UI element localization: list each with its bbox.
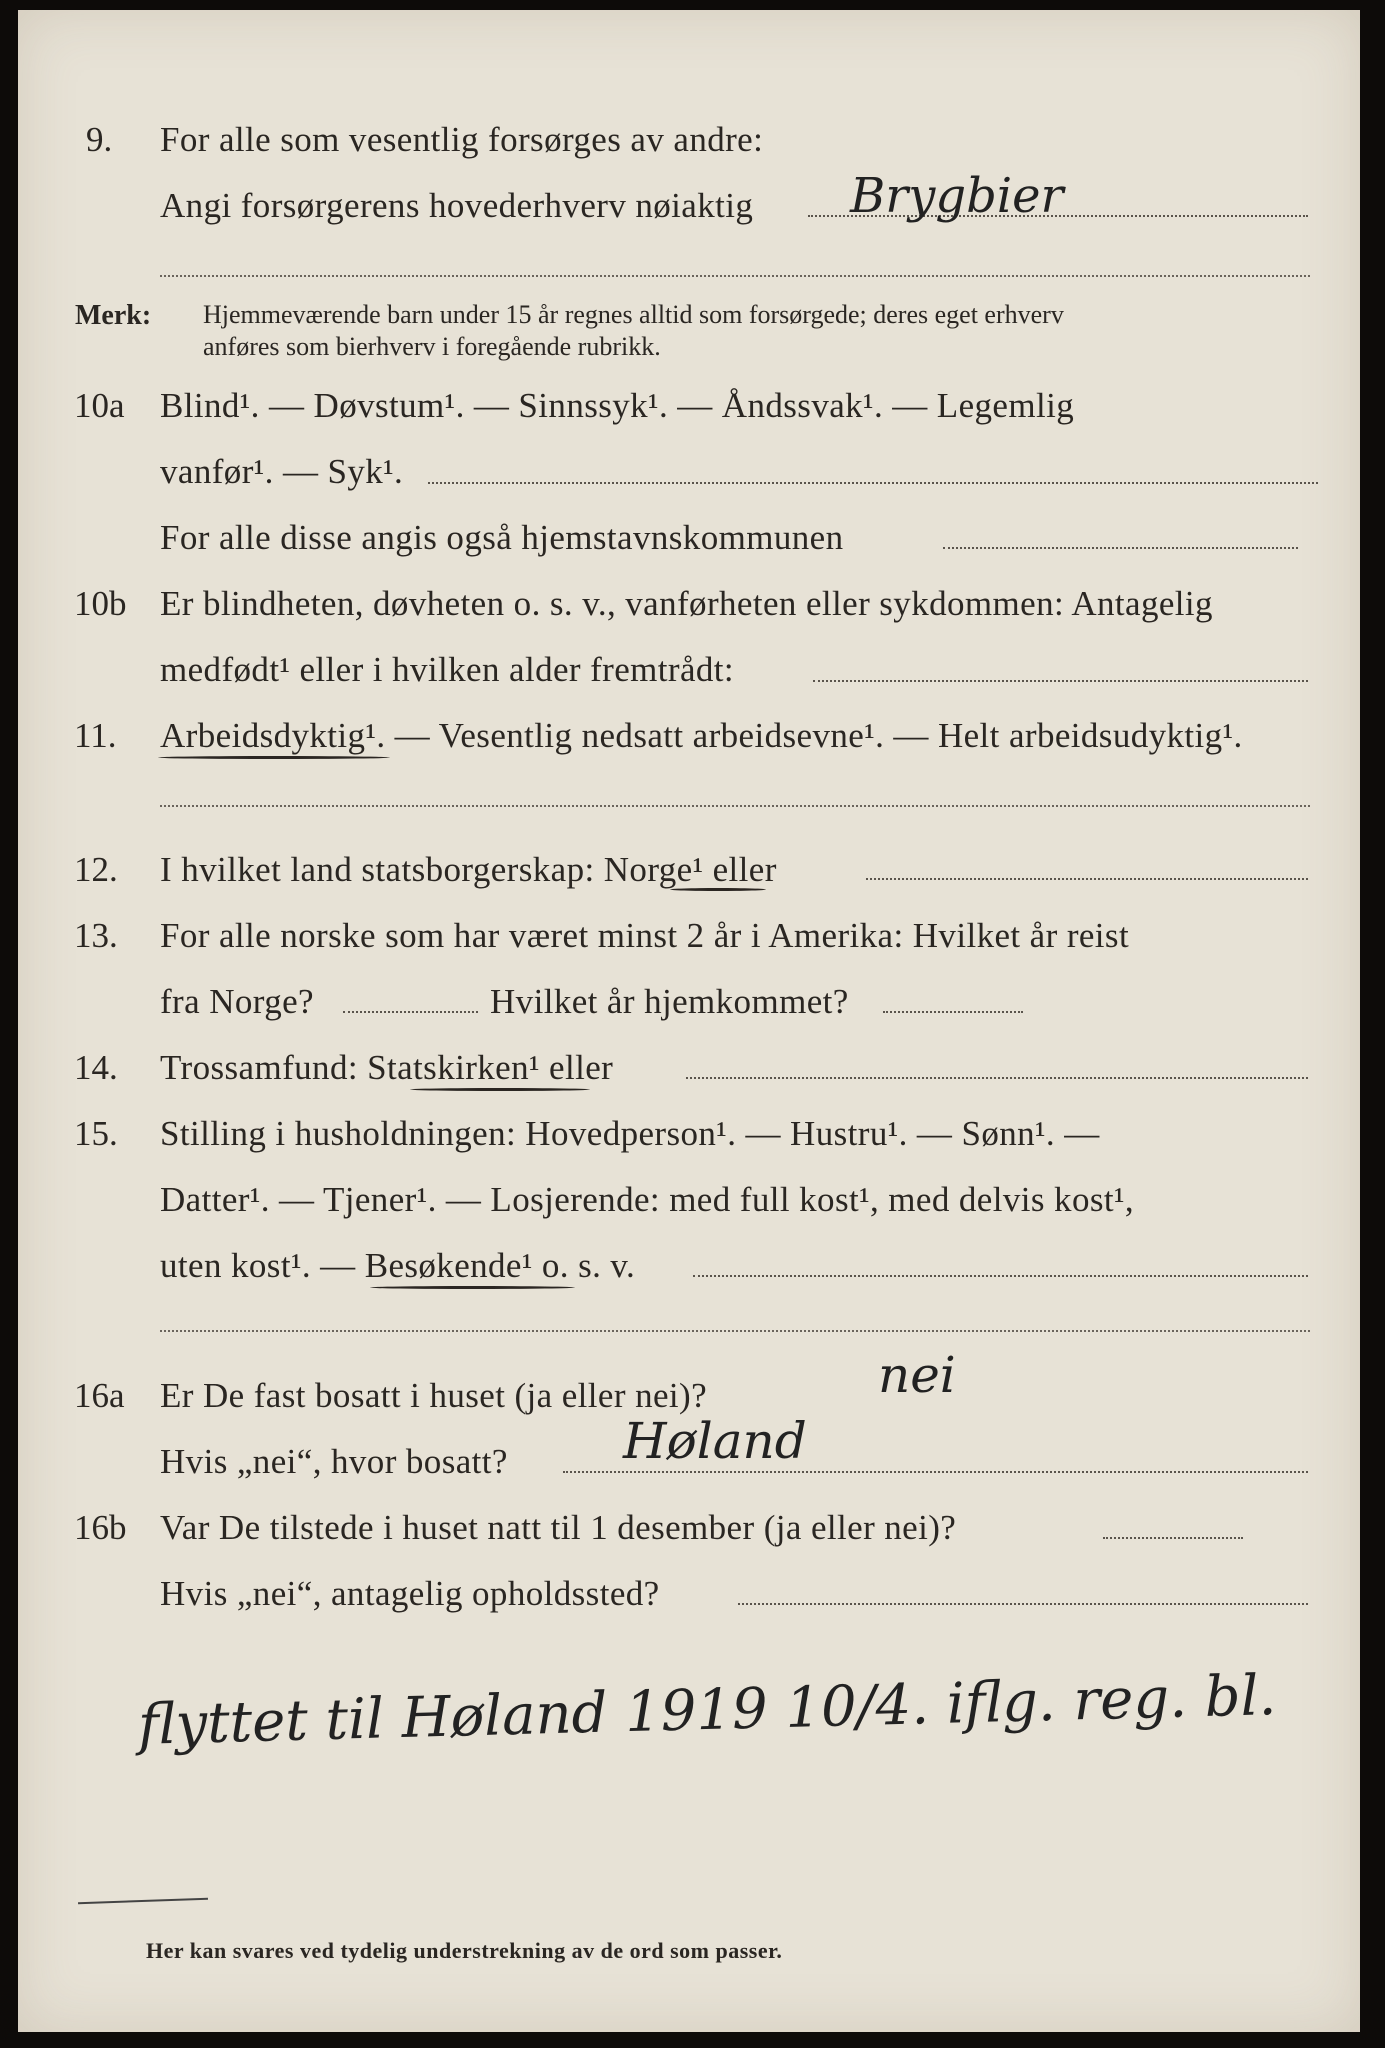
question-13-text-2b: Hvilket år hjemkommet? [490,982,849,1021]
question-10b-text-2: medfødt¹ eller i hvilken alder fremtrådt: [160,650,735,689]
question-10a-number: 10a [74,386,125,425]
question-16a-text-2: Hvis „nei“, hvor bosatt? [160,1442,508,1481]
question-10b-text-1: Er blindheten, døvheten o. s. v., vanførheten eller sykdommen: Antagelig [160,584,1213,623]
question-15-text-3: uten kost¹. — Besøkende¹ o. s. v. [160,1246,636,1285]
question-13-text-1: For alle norske som har været minst 2 år i Amerika: Hvilket år reist [160,916,1130,955]
footnote-rule [78,1898,208,1905]
question-15-text-2: Datter¹. — Tjener¹. — Losjerende: med full kost¹, med delvis kost¹, [160,1180,1135,1219]
merk-label: Merk: [75,300,152,331]
merk-text-1: Hjemmeværende barn under 15 år regnes alltid som forsørgede; deres eget erhverv [203,300,1064,329]
separator-9 [160,275,1310,277]
separator-15 [160,1330,1310,1332]
answer-line-14 [686,1077,1308,1079]
handwritten-answer-9: Brygbier [850,168,1064,224]
answer-line-12 [866,878,1308,880]
question-14-number: 14. [74,1048,118,1087]
question-15-number: 15. [74,1114,118,1153]
question-9-number: 9. [86,120,113,159]
question-10a-text-3: For alle disse angis også hjemstavnskommunen [160,518,844,557]
answer-line-10a [428,482,1318,484]
answer-line-16a [563,1471,1308,1473]
question-11-number: 11. [74,716,117,755]
question-14-text-1: Trossamfund: Statskirken¹ eller [160,1048,614,1087]
separator-11 [160,805,1310,807]
question-16a-number: 16a [74,1376,125,1415]
question-16a-text-1: Er De fast bosatt i huset (ja eller nei)? [160,1376,708,1415]
answer-line-13-reist [343,1011,478,1013]
underline-arbeidsdyktig [158,756,390,759]
question-12-number: 12. [74,850,118,889]
underline-norge [670,888,766,891]
handwritten-note: flyttet til Høland 1919 10/4. iflg. reg. bl. [137,1663,1278,1758]
question-10a-text-1: Blind¹. — Døvstum¹. — Sinnssyk¹. — Åndssvak¹. — Legemlig [160,386,1075,425]
question-13-number: 13. [74,916,118,955]
question-15-text-1: Stilling i husholdningen: Hovedperson¹. — Hustru¹. — Sønn¹. — [160,1114,1100,1153]
question-9-text-1: For alle som vesentlig forsørges av andre: [160,120,764,159]
question-16b-number: 16b [74,1508,127,1547]
handwritten-answer-16a-2: Høland [623,1412,807,1470]
question-12-text-1: I hvilket land statsborgerskap: Norge¹ eller [160,850,777,889]
answer-line-13-hjemkommet [883,1011,1023,1013]
question-10a-text-2: vanfør¹. — Syk¹. [160,452,404,491]
footnote-text: Her kan svares ved tydelig understrekning av de ord som passer. [146,1938,783,1963]
question-11-text-1: Arbeidsdyktig¹. — Vesentlig nedsatt arbeidsevne¹. — Helt arbeidsudyktig¹. [160,716,1243,755]
underline-besokende [370,1286,575,1289]
underline-statskirken [410,1088,590,1091]
answer-line-10b [813,680,1308,682]
question-10b-number: 10b [74,584,127,623]
question-13-text-2a: fra Norge? [160,982,314,1021]
answer-line-15 [693,1275,1308,1277]
question-9-text-2: Angi forsørgerens hovederhverv nøiaktig [160,186,754,225]
question-16b-text-1: Var De tilstede i huset natt til 1 desember (ja eller nei)? [160,1508,957,1547]
question-16b-text-2: Hvis „nei“, antagelig opholdssted? [160,1574,660,1613]
answer-line-16b-2 [738,1603,1308,1605]
merk-text-2: anføres som bierhverv i foregående rubrikk. [203,332,661,361]
answer-line-10a-kommune [943,547,1298,549]
handwritten-answer-16a-1: nei [878,1346,956,1404]
census-form-page [18,10,1360,2032]
answer-line-16b-1 [1103,1537,1243,1539]
